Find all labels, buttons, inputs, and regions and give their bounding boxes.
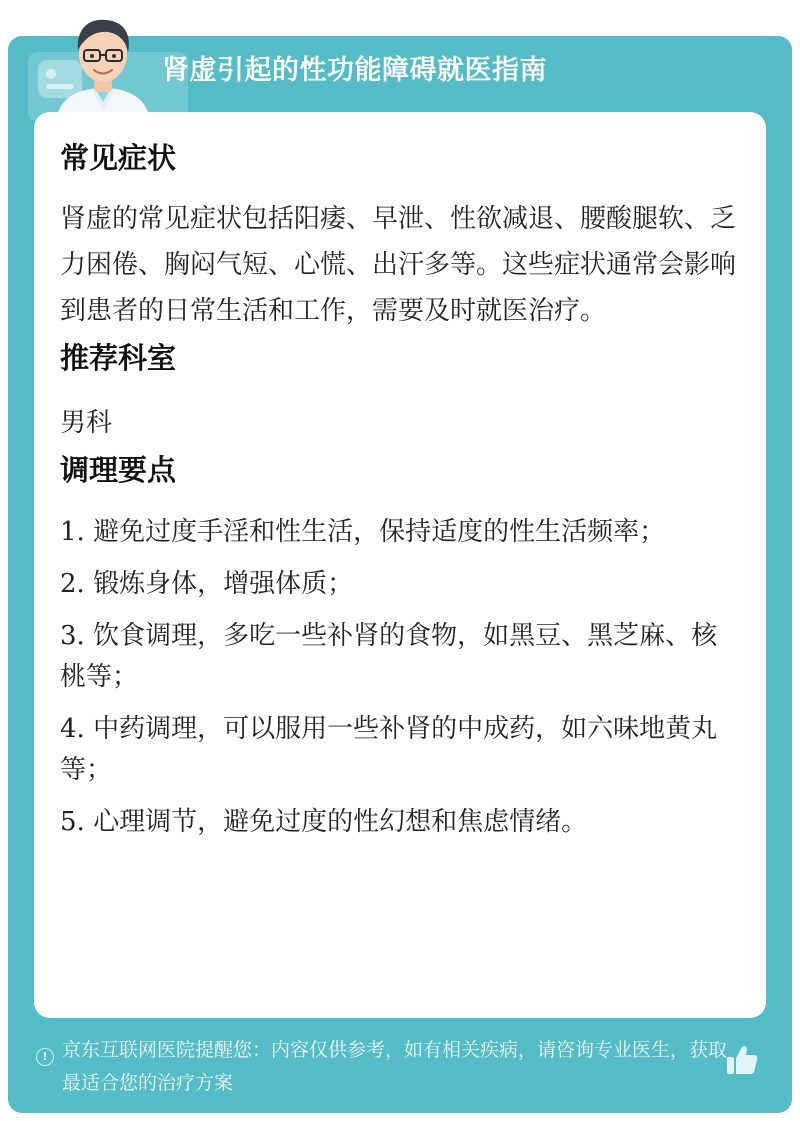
department-text: 男科: [60, 408, 113, 438]
list-item: 3. 饮食调理，多吃一些补肾的食物，如黑豆、黑芝麻、核桃等；: [60, 621, 718, 692]
tips-list: [60, 512, 740, 843]
doctor-avatar: [48, 10, 158, 122]
guide-card: [8, 36, 792, 1113]
symptoms-text: 肾虚的常见症状包括阳痿、早泄、性欲减退、腰酸腿软、乏力困倦、胸闷气短、心慌、出汗多等。这些症状通常会影响到患者的日常生活和工作，需要及时就医治疗。: [60, 204, 737, 326]
content-panel: [34, 112, 766, 1018]
disclaimer-text: 京东互联网医院提醒您：内容仅供参考，如有相关疾病，请咨询专业医生，获取最适合您的治疗方案: [62, 1039, 728, 1094]
list-item: 4. 中药调理，可以服用一些补肾的中成药，如六味地黄丸等；: [60, 714, 718, 785]
list-item: 1. 避免过度手淫和性生活，保持适度的性生活频率；: [60, 517, 666, 547]
list-item: 2. 锻炼身体，增强体质；: [60, 569, 354, 599]
list-item: 5. 心理调节，避免过度的性幻想和焦虑情绪。: [60, 807, 588, 837]
symptoms-heading: 常见症状: [60, 141, 177, 175]
footer: [8, 1028, 792, 1108]
department-heading: 推荐科室: [60, 341, 177, 375]
info-icon: !: [36, 1048, 54, 1066]
tips-heading: 调理要点: [60, 453, 177, 487]
thumbs-up-icon[interactable]: [724, 1042, 760, 1078]
page-title: 肾虚引起的性功能障碍就医指南: [162, 55, 547, 86]
